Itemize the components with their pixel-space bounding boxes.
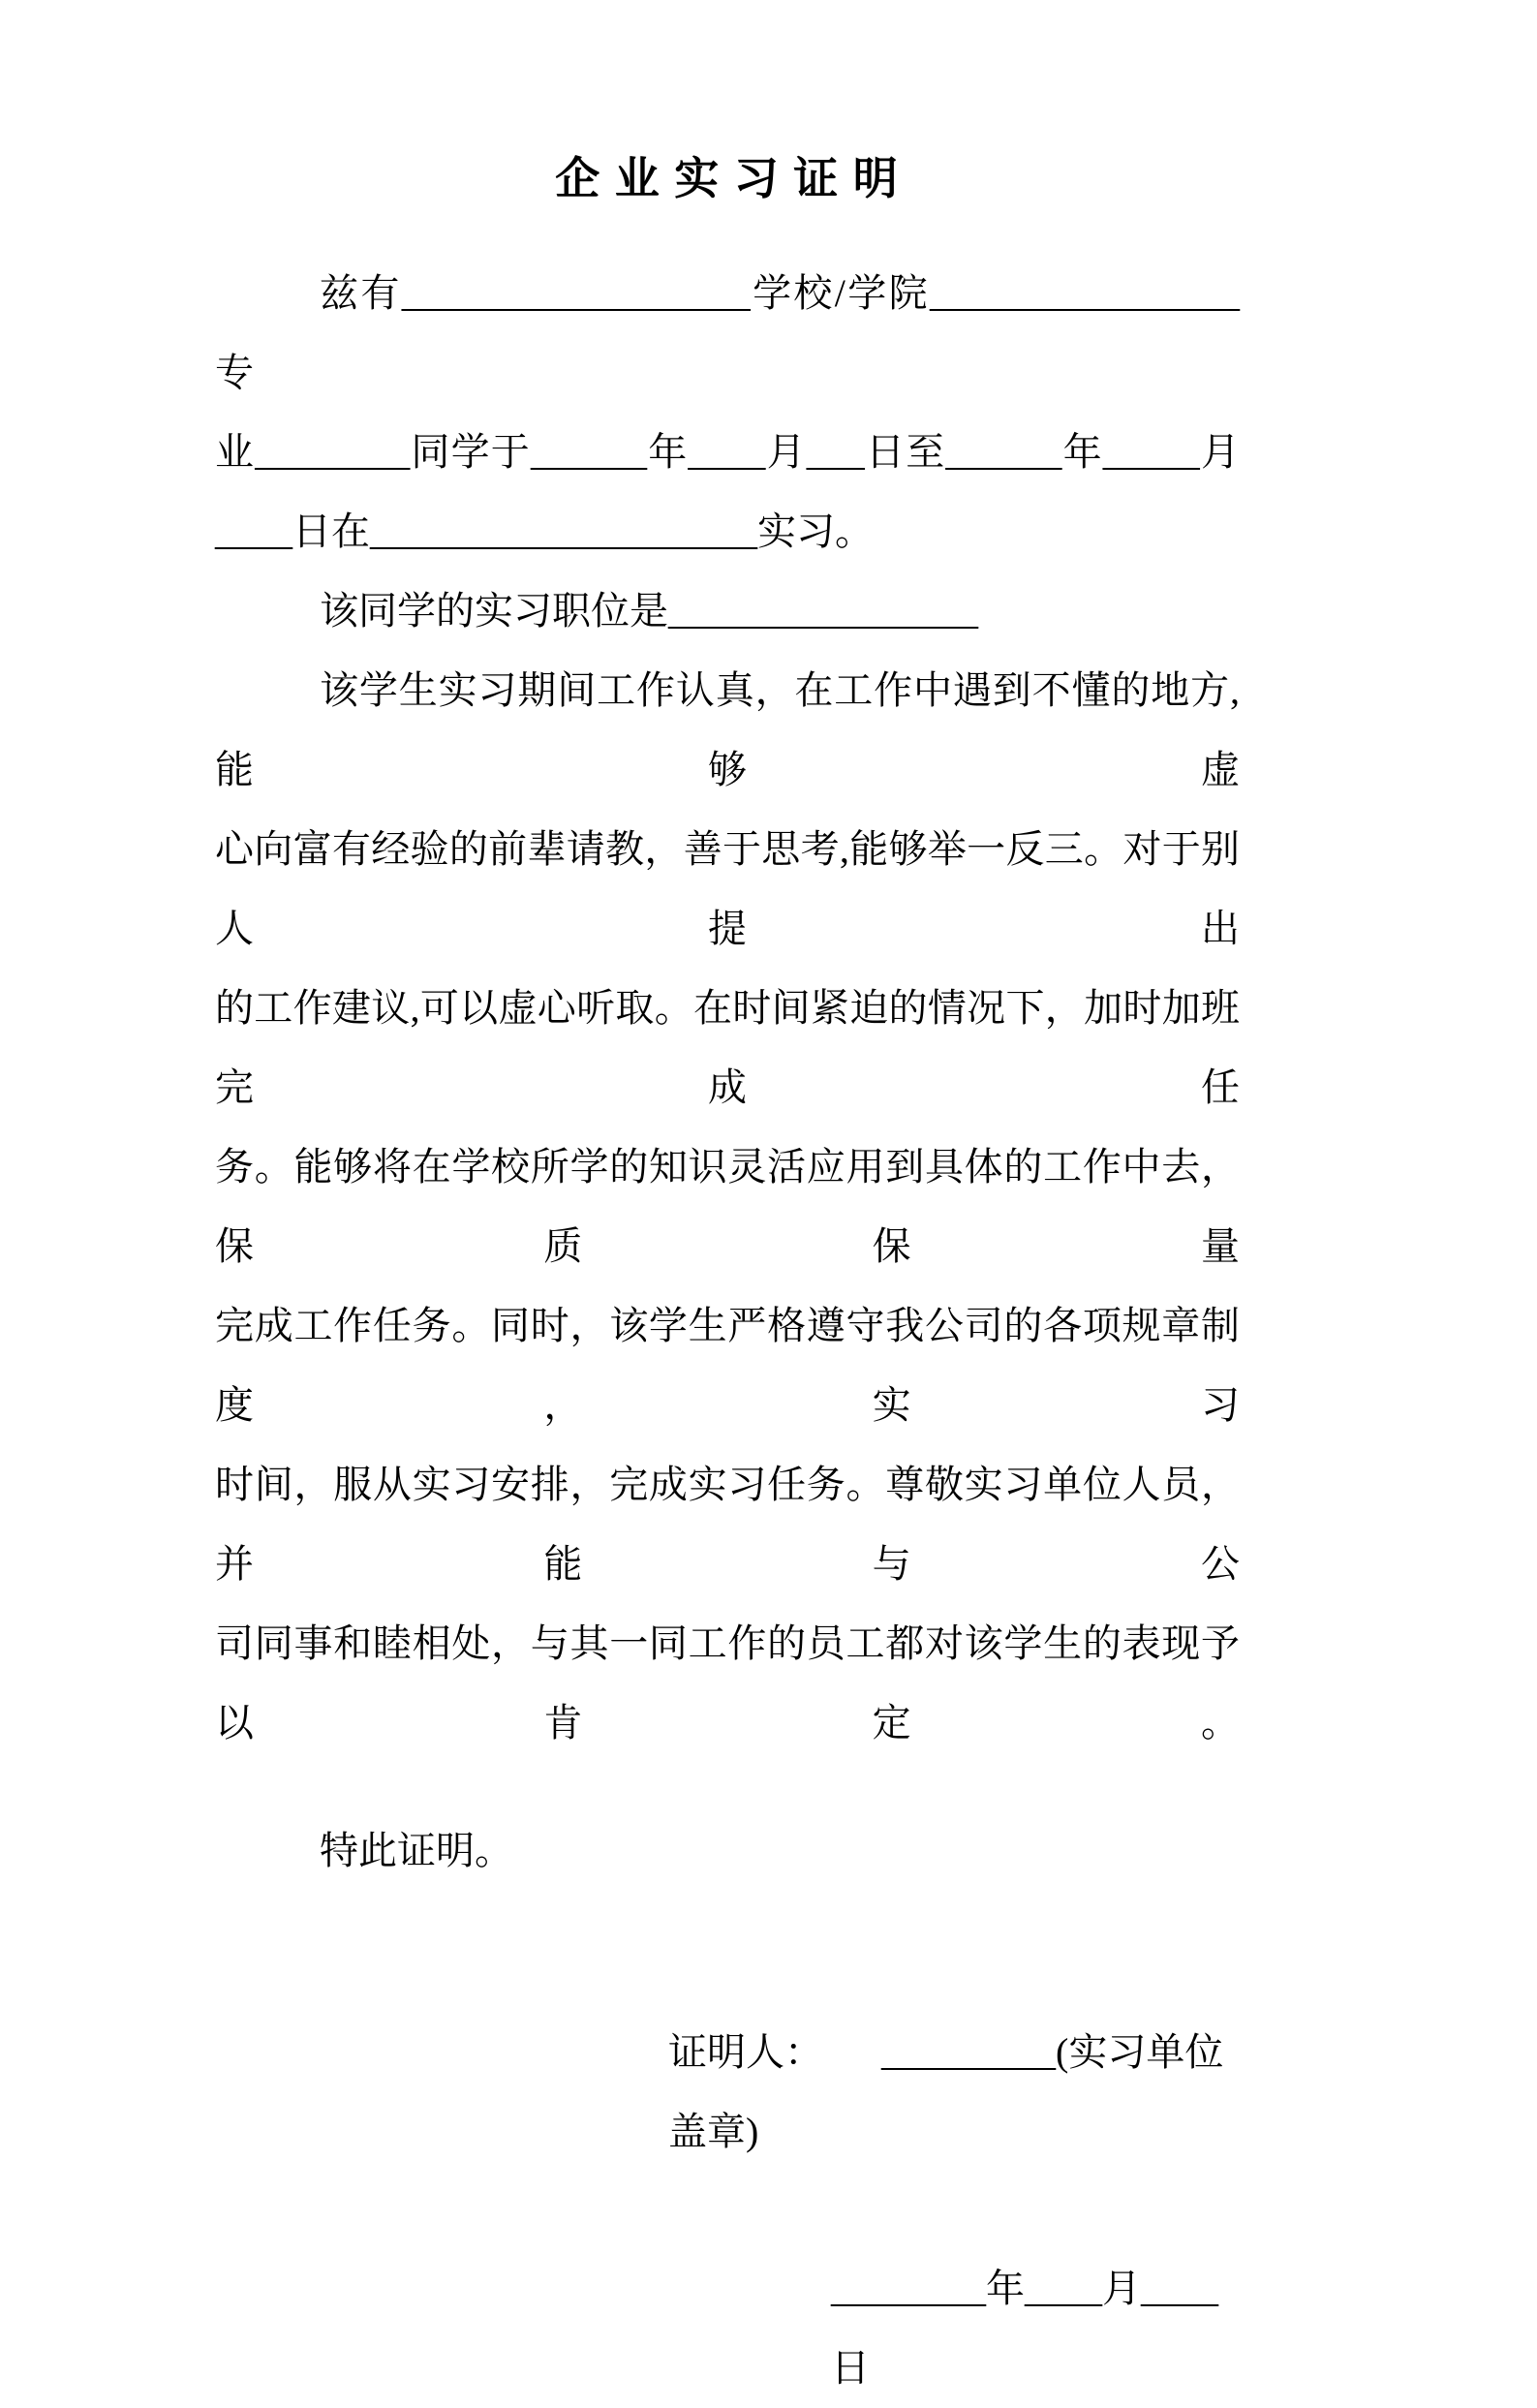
closing-line: 特此证明。	[320, 1829, 513, 1872]
intro-paragraph	[215, 254, 1240, 571]
closing-paragraph	[215, 1811, 1240, 1891]
intro-line-1: 兹有__________________学校/学院________________专	[215, 271, 1240, 394]
intro-line-3: ____日在____________________实习。	[215, 509, 874, 553]
evaluation-line-5: 完成工作任务。同时，该学生严格遵守我公司的各项规章制度，实习	[215, 1304, 1240, 1427]
evaluation-line-2: 心向富有经验的前辈请教，善于思考,能够举一反三。对于别人提出	[215, 827, 1240, 950]
intro-line-2: 业________同学于______年____月___日至______年_____月	[215, 430, 1240, 474]
evaluation-line-7: 司同事和睦相处，与其一同工作的员工都对该学生的表现予以肯定。	[215, 1621, 1240, 1744]
signature-line: 证明人： _________(实习单位盖章)	[668, 2030, 1224, 2153]
position-paragraph	[215, 571, 1240, 651]
evaluation-paragraph	[215, 651, 1240, 1763]
evaluation-line-4: 务。能够将在学校所学的知识灵活应用到具体的工作中去，保质保量	[215, 1145, 1240, 1268]
date-line: ________年____月____日	[831, 2267, 1218, 2390]
evaluation-line-3: 的工作建议,可以虚心听取。在时间紧迫的情况下，加时加班完成任	[215, 986, 1240, 1109]
evaluation-line-1: 该学生实习期间工作认真，在工作中遇到不懂的地方,能够虚	[215, 668, 1240, 791]
certificate-title: 企 业 实 习 证 明	[555, 154, 900, 203]
evaluation-line-6: 时间，服从实习安排，完成实习任务。尊敬实习单位人员，并能与公	[215, 1463, 1240, 1586]
position-line: 该同学的实习职位是________________	[320, 589, 978, 633]
